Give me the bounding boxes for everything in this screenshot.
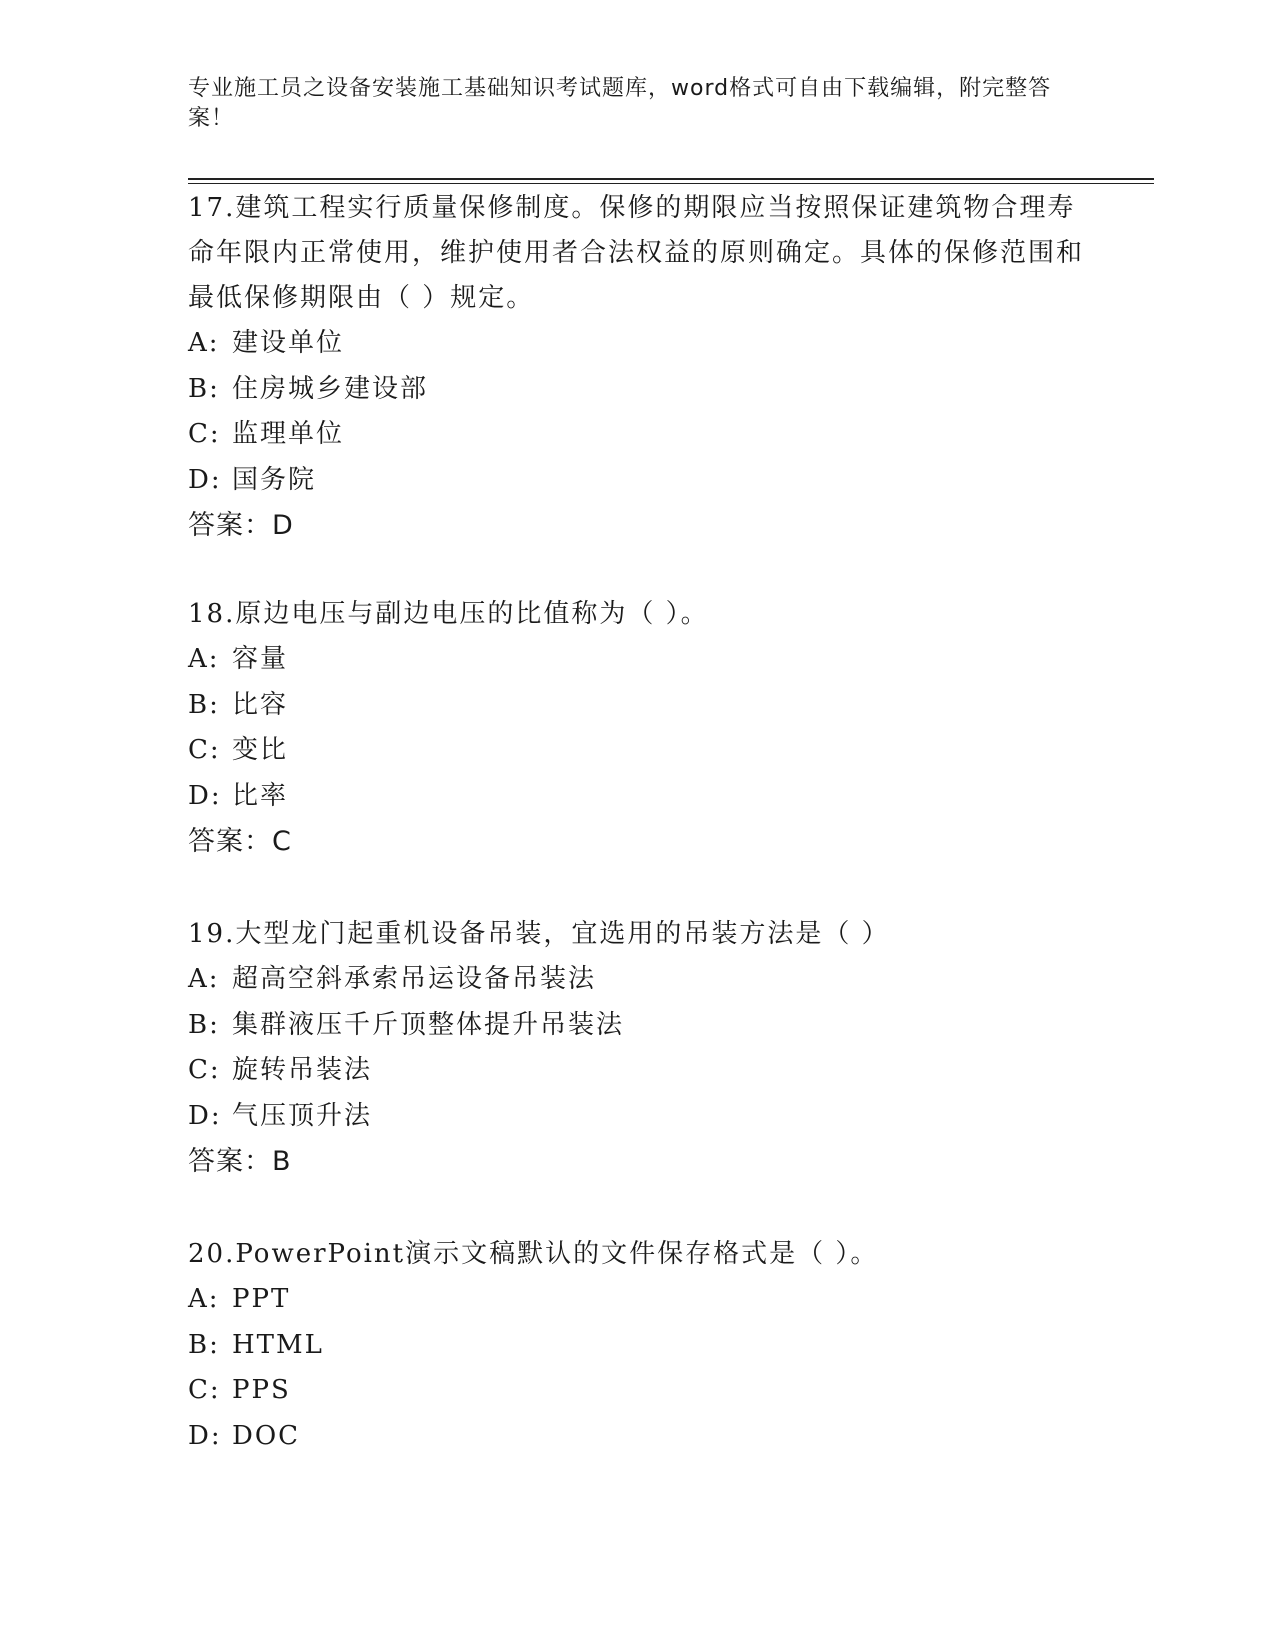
option-a — [188, 637, 1088, 683]
option-d — [188, 774, 1088, 820]
option-text: DOC — [232, 1420, 301, 1451]
option-text: PPS — [232, 1375, 291, 1405]
option-letter: A: — [188, 964, 220, 994]
option-text: 超高空斜承索吊运设备吊装法 — [232, 964, 597, 994]
option-letter: A: — [188, 1284, 220, 1314]
question-stem: 20.PowerPoint演示文稿默认的文件保存格式是（ ）。 — [188, 1239, 879, 1269]
option-text: PPT — [232, 1284, 291, 1314]
option-b — [188, 1003, 1088, 1049]
option-letter: C: — [188, 419, 221, 449]
question-20 — [188, 1232, 1088, 1459]
option-letter: C: — [188, 1375, 221, 1405]
option-letter: C: — [188, 735, 221, 765]
option-c — [188, 1048, 1088, 1094]
option-b — [188, 367, 1088, 413]
option-letter: B: — [188, 1329, 220, 1360]
option-text: 气压顶升法 — [232, 1100, 373, 1131]
question-stem: 17.建筑工程实行质量保修制度。保修的期限应当按照保证建筑物合理寿命年限内正常使用，维护使用者合法权益的原则确定。具体的保修范围和最低保修期限由（ ）规定。 — [188, 193, 1085, 313]
question-17 — [188, 186, 1088, 549]
option-a — [188, 1277, 1088, 1323]
option-text: HTML — [232, 1329, 324, 1360]
option-letter: B: — [188, 373, 220, 404]
option-a — [188, 321, 1088, 367]
option-c — [188, 412, 1088, 458]
option-d — [188, 458, 1088, 504]
option-d — [188, 1094, 1088, 1140]
option-letter: D: — [188, 780, 222, 811]
question-stem: 19.大型龙门起重机设备吊装，宜选用的吊装方法是（ ） — [188, 919, 890, 949]
document-header-title: 专业施工员之设备安装施工基础知识考试题库，word格式可自由下载编辑，附完整答案！ — [188, 76, 1052, 131]
option-letter: A: — [188, 644, 220, 674]
option-text: 监理单位 — [232, 419, 345, 449]
option-text: 集群液压千斤顶整体提升吊装法 — [232, 1009, 625, 1040]
option-text: 比率 — [232, 780, 289, 811]
header-divider-thick — [188, 178, 1154, 180]
option-a — [188, 957, 1088, 1003]
answer-line: 答案：D — [188, 510, 294, 541]
option-text: 国务院 — [232, 464, 317, 495]
question-stem: 18.原边电压与副边电压的比值称为（ ）。 — [188, 599, 709, 629]
option-b — [188, 683, 1088, 729]
answer-line: 答案：C — [188, 826, 292, 857]
option-text: 比容 — [232, 689, 289, 720]
option-text: 旋转吊装法 — [232, 1055, 373, 1085]
option-letter: B: — [188, 1009, 220, 1040]
option-letter: B: — [188, 689, 220, 720]
option-b — [188, 1323, 1088, 1369]
option-text: 住房城乡建设部 — [232, 373, 429, 404]
option-c — [188, 1368, 1088, 1414]
option-letter: D: — [188, 1100, 222, 1131]
question-19 — [188, 912, 1088, 1185]
option-c — [188, 728, 1088, 774]
header-divider-thin — [188, 183, 1154, 184]
option-text: 建设单位 — [232, 328, 345, 358]
answer-line: 答案：B — [188, 1146, 292, 1177]
question-18 — [188, 592, 1088, 865]
option-d — [188, 1414, 1088, 1460]
option-letter: D: — [188, 1420, 222, 1451]
option-text: 变比 — [232, 735, 289, 765]
option-letter: D: — [188, 464, 222, 495]
option-letter: C: — [188, 1055, 221, 1085]
option-letter: A: — [188, 328, 220, 358]
option-text: 容量 — [232, 644, 289, 674]
